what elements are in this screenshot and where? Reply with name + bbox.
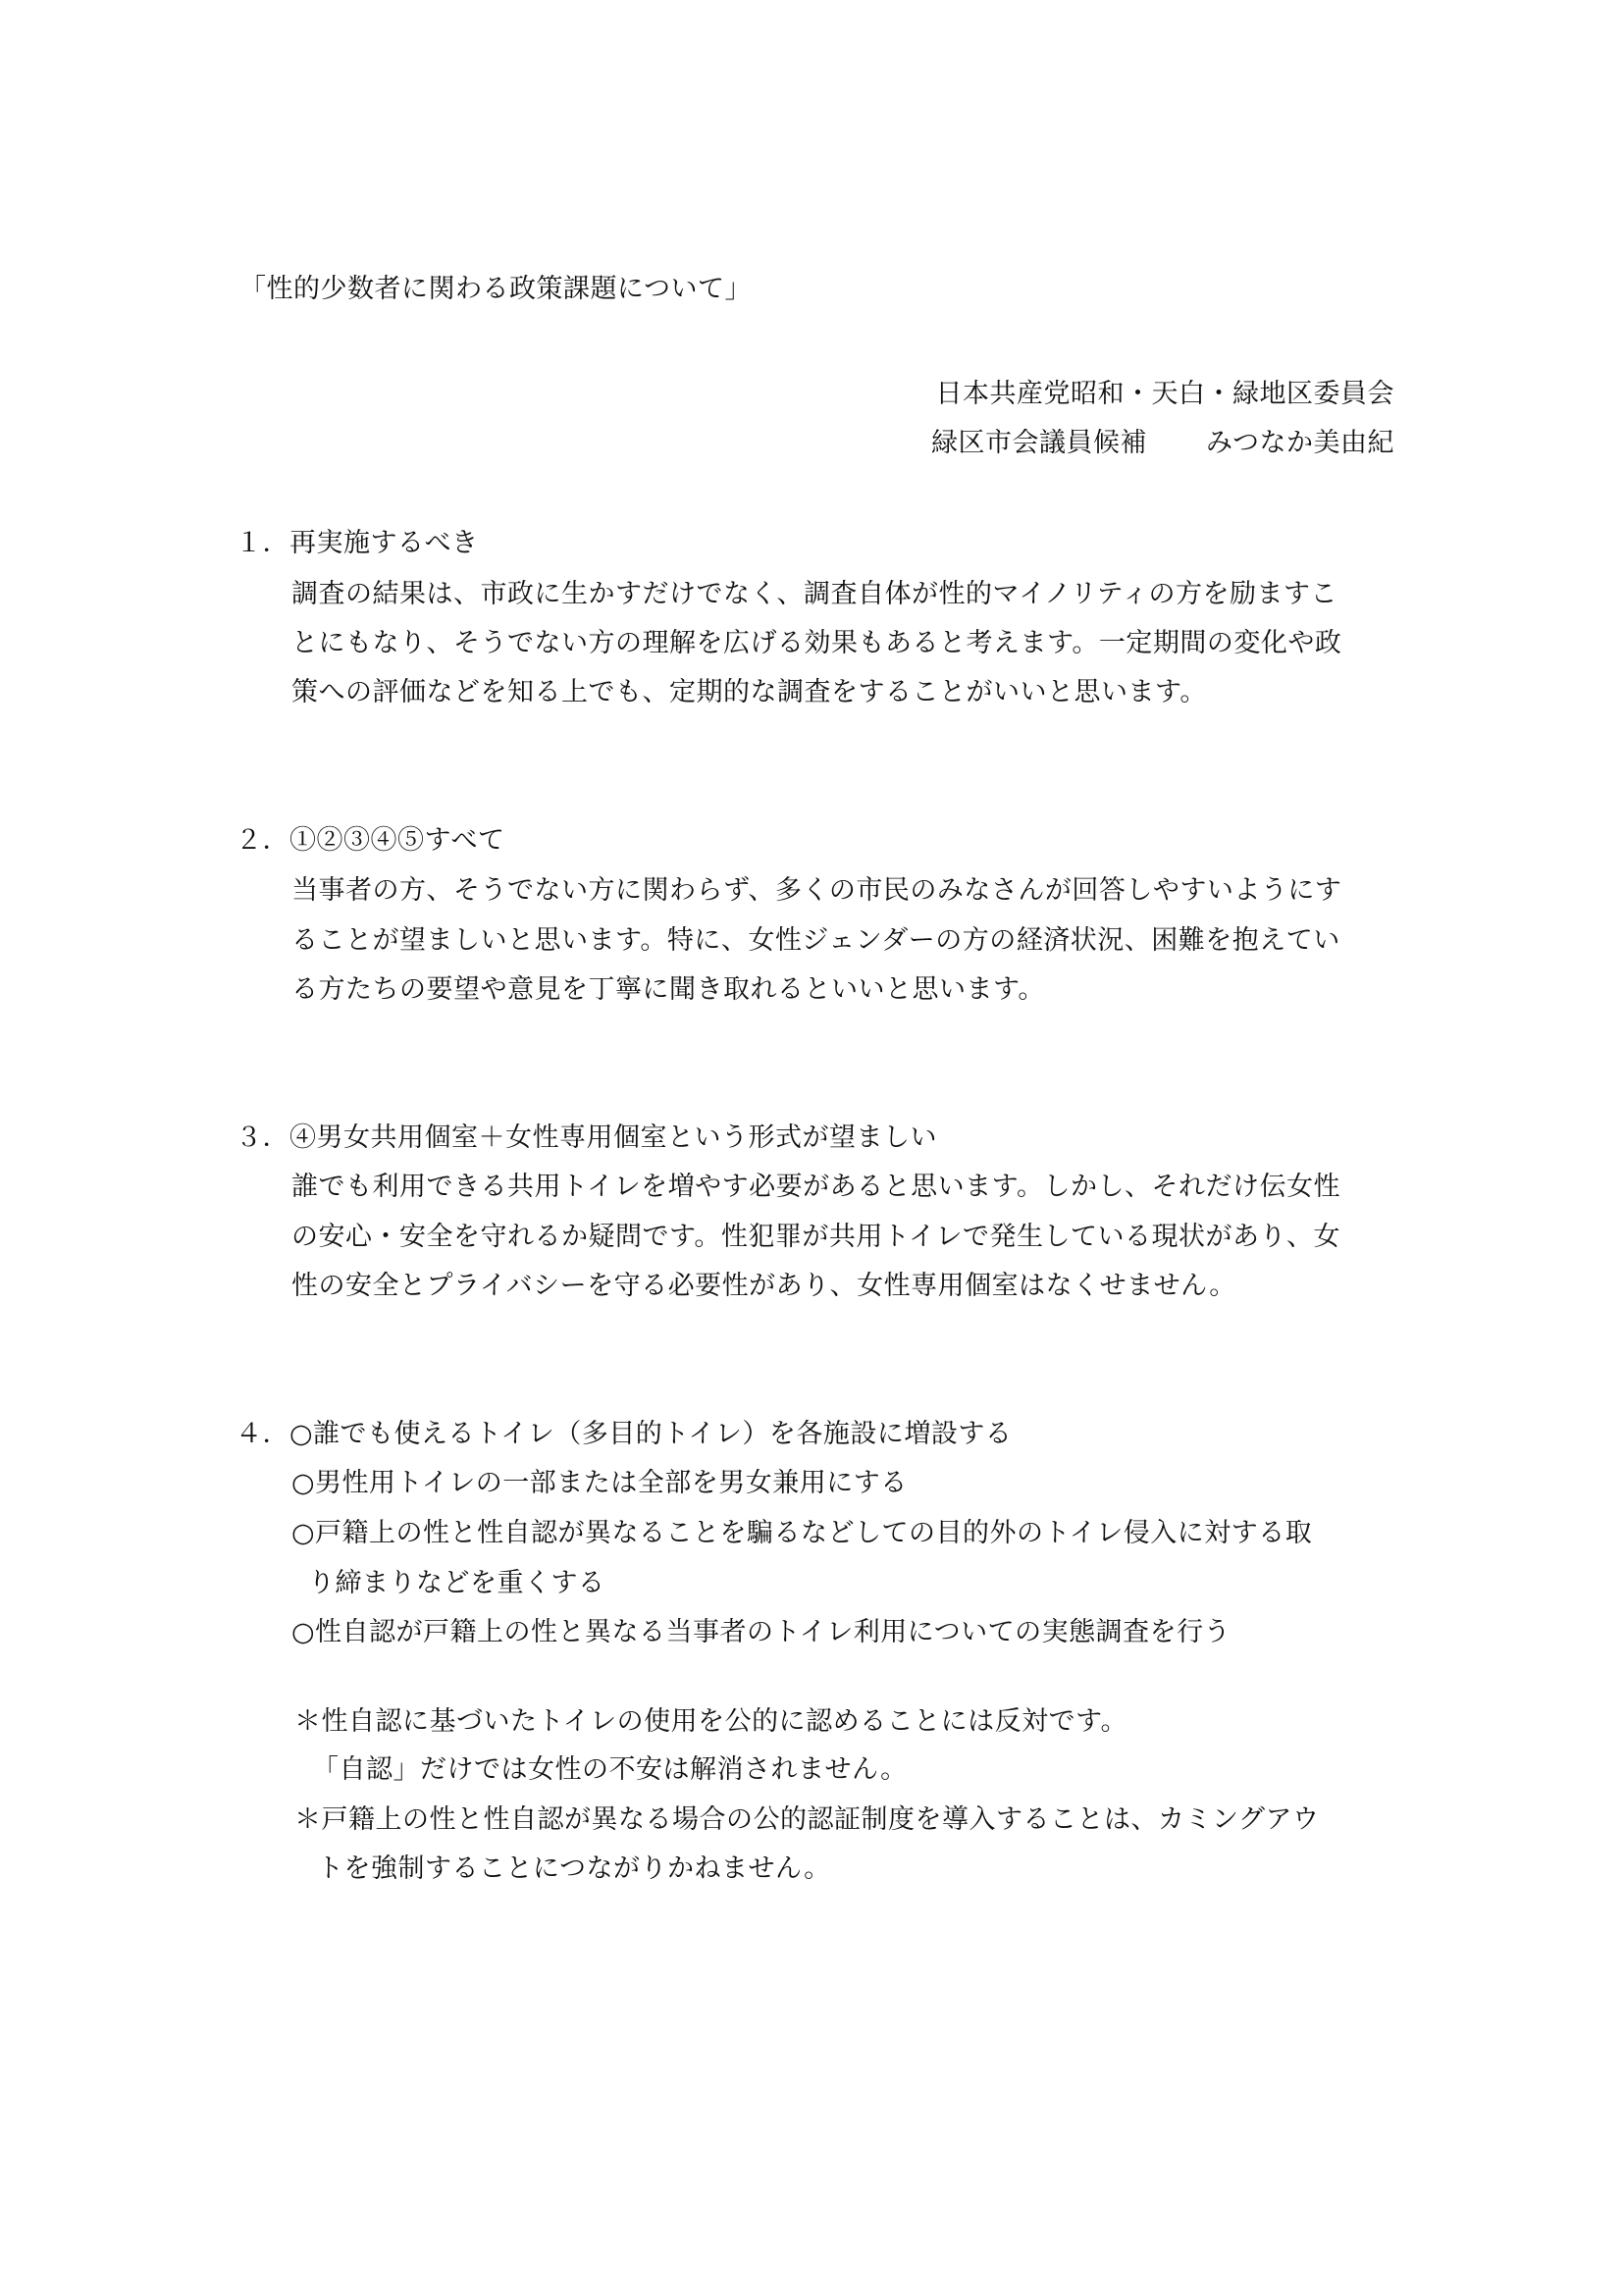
section-4-line: ○戸籍上の性と性自認が異なることを騙るなどしての目的外のトイレ侵入に対する取 — [291, 1518, 1313, 1548]
note-line: 「自認」だけでは女性の不安は解消されません。 — [312, 1754, 908, 1785]
author-org: 日本共産党昭和・天白・緑地区委員会 — [935, 379, 1394, 409]
section-1-line: 策への評価などを知る上でも、定期的な調査をすることがいいと思います。 — [291, 677, 1207, 707]
note-line: ＊戸籍上の性と性自認が異なる場合の公的認証制度を導入することは、カミングアウ — [294, 1804, 1320, 1835]
section-4-heading: ４．○誰でも使えるトイレ（多目的トイレ）を各施設に増設する — [236, 1419, 1013, 1449]
section-3-line: 性の安全とプライバシーを守る必要性があり、女性専用個室はなくせません。 — [291, 1271, 1236, 1301]
section-3-line: の安心・安全を守れるか疑問です。性犯罪が共用トイレで発生している現状があり、女 — [291, 1222, 1340, 1252]
section-4-line: ○性自認が戸籍上の性と異なる当事者のトイレ利用についての実態調査を行う — [291, 1617, 1231, 1647]
section-1-line: 調査の結果は、市政に生かすだけでなく、調査自体が性的マイノリティの方を励ますこ — [291, 579, 1338, 609]
section-2-line: る方たちの要望や意見を丁寧に聞き取れるといいと思います。 — [291, 974, 1045, 1005]
author-line — [931, 426, 1394, 461]
section-2-line: 当事者の方、そうでない方に関わらず、多くの市民のみなさんが回答しやすいようにす — [291, 875, 1342, 906]
section-2-heading: ２．①②③④⑤すべて — [236, 825, 505, 856]
document-title: 「性的少数者に関わる政策課題について」 — [239, 274, 752, 304]
section-2-line: ることが望ましいと思います。特に、女性ジェンダーの方の経済状況、困難を抱えてい — [291, 925, 1340, 956]
section-4-line: り締まりなどを重くする — [308, 1568, 605, 1598]
section-1-heading: １．再実施するべき — [236, 528, 479, 558]
author-role: 緑区市会議員候補 — [931, 428, 1148, 458]
section-3-line: 誰でも利用できる共用トイレを増やす必要があると思います。しかし、それだけ伝女性 — [291, 1172, 1340, 1202]
note-line: ＊性自認に基づいたトイレの使用を公的に認めることには反対です。 — [294, 1706, 1127, 1737]
section-3-heading: ３．④男女共用個室＋女性専用個室という形式が望ましい — [236, 1122, 937, 1153]
author-name: みつなか美由紀 — [1206, 428, 1394, 458]
section-1-line: とにもなり、そうでない方の理解を広げる効果もあると考えます。一定期間の変化や政 — [291, 628, 1342, 658]
section-4-line: ○男性用トイレの一部または全部を男女兼用にする — [291, 1468, 908, 1498]
note-line: トを強制することにつながりかねません。 — [317, 1853, 831, 1884]
